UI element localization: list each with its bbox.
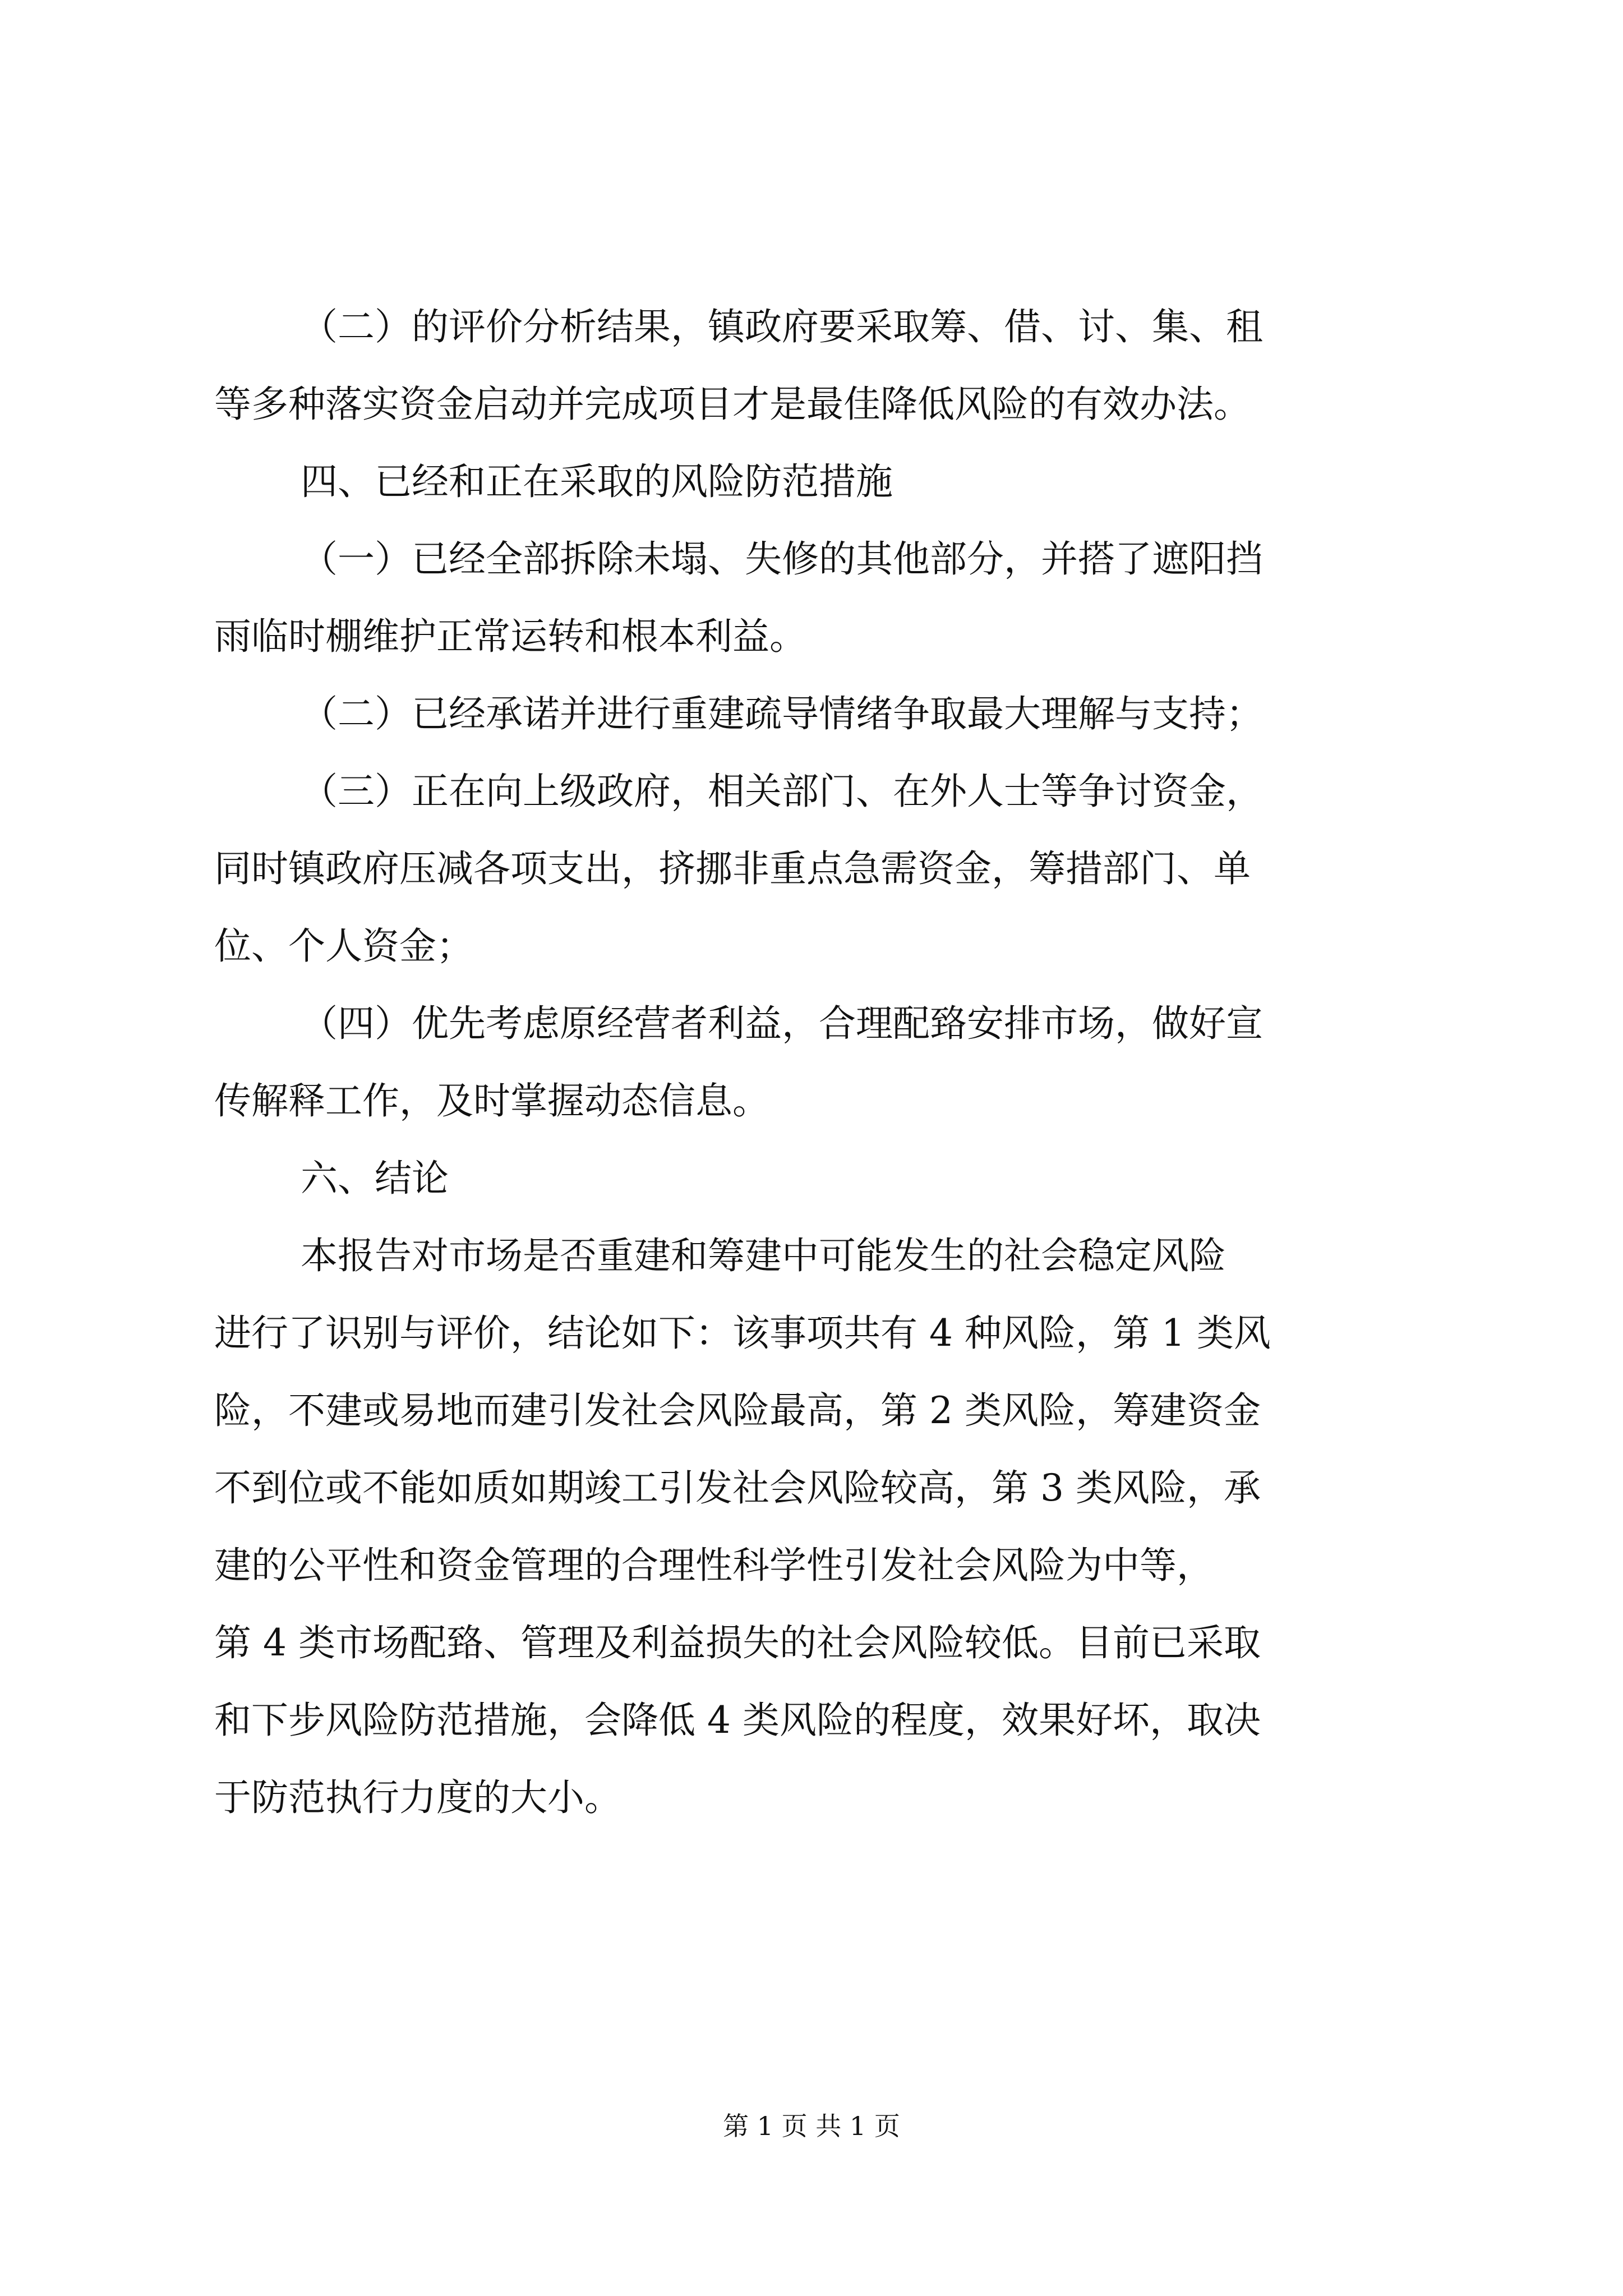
- paragraph-line: （三）正在向上级政府，相关部门、在外人士等争讨资金，: [301, 770, 1263, 813]
- paragraph-line: （一）已经全部拆除未塌、失修的其他部分，并搭了遮阳挡: [301, 537, 1263, 581]
- paragraph-line: 位、个人资金；: [214, 924, 473, 968]
- paragraph-line: 进行了识别与评价，结论如下：该事项共有 4 种风险，第 1 类风: [214, 1312, 1271, 1355]
- paragraph-line: 等多种落实资金启动并完成项目才是最佳降低风险的有效办法。: [214, 383, 1251, 426]
- section-heading: 四、已经和正在采取的风险防范措施: [301, 460, 893, 503]
- paragraph-line: 同时镇政府压减各项支出，挤挪非重点急需资金，筹措部门、单: [214, 847, 1251, 890]
- page-number-footer: 第 1 页 共 1 页: [723, 2111, 900, 2141]
- paragraph-line: （二）已经承诺并进行重建疏导情绪争取最大理解与支持；: [301, 692, 1263, 735]
- paragraph-line: 雨临时棚维护正常运转和根本利益。: [214, 615, 806, 658]
- paragraph-line: （二）的评价分析结果，镇政府要采取筹、借、讨、集、租: [301, 305, 1263, 348]
- paragraph-line: 不到位或不能如质如期竣工引发社会风险较高，第 3 类风险，承: [214, 1466, 1261, 1510]
- document-body: [214, 307, 1426, 1856]
- paragraph-line: 和下步风险防范措施，会降低 4 类风险的程度，效果好坏，取决: [214, 1699, 1261, 1742]
- paragraph-line: 本报告对市场是否重建和筹建中可能发生的社会稳定风险: [301, 1234, 1226, 1277]
- paragraph-line: 第 4 类市场配臵、管理及利益损失的社会风险较低。目前已采取: [214, 1621, 1261, 1664]
- section-heading: 六、结论: [301, 1157, 449, 1200]
- paragraph-line: 险，不建或易地而建引发社会风险最高，第 2 类风险，筹建资金: [214, 1389, 1261, 1432]
- paragraph-line: 传解释工作，及时掌握动态信息。: [214, 1079, 769, 1122]
- paragraph-line: 于防范执行力度的大小。: [214, 1776, 621, 1819]
- paragraph-line: 建的公平性和资金管理的合理性科学性引发社会风险为中等，: [214, 1544, 1214, 1587]
- paragraph-line: （四）优先考虑原经营者利益，合理配臵安排市场，做好宣: [301, 1002, 1263, 1045]
